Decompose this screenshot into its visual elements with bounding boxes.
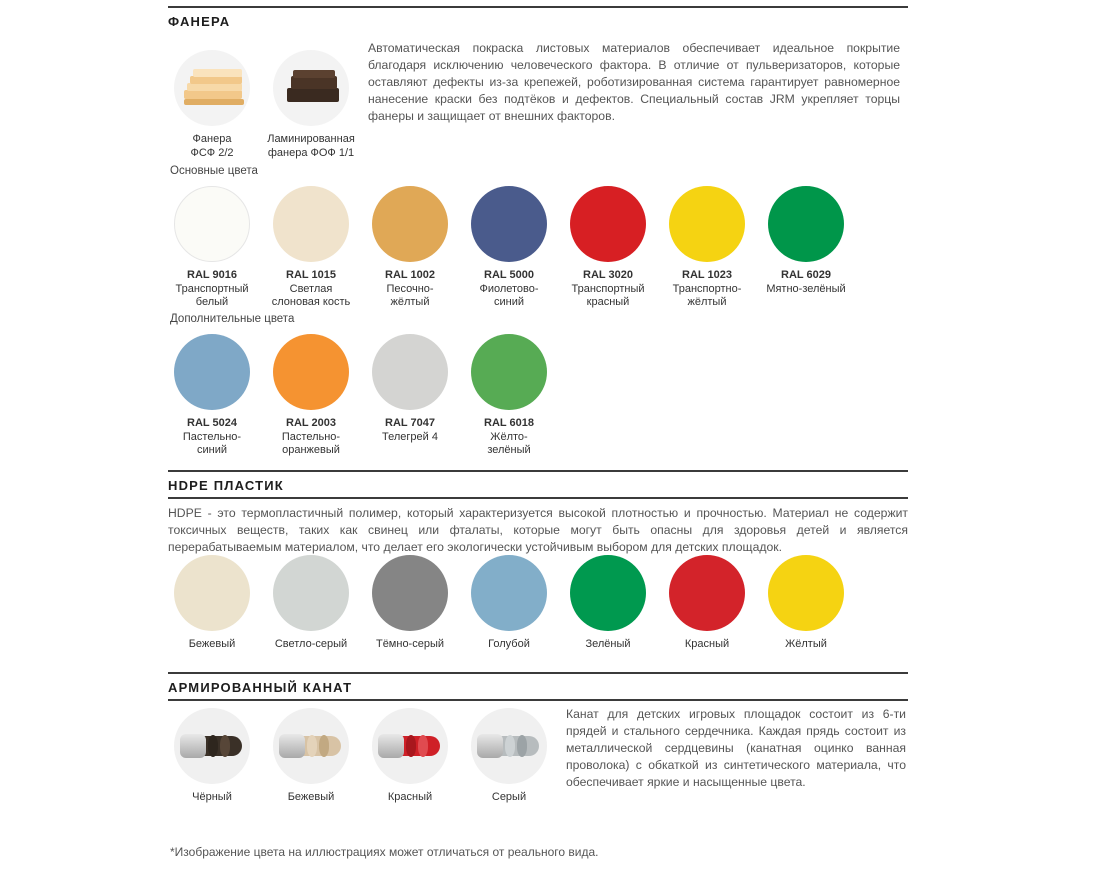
swatch-ral-6029[interactable] (756, 186, 856, 296)
plywood-fsf-image (174, 50, 250, 126)
swatch-caption: Бежевый (287, 791, 335, 803)
swatch-disc (174, 555, 250, 631)
swatch-disc (372, 186, 448, 262)
thumb-plywood-fof (261, 50, 361, 160)
swatch-disc (669, 555, 745, 631)
swatch-disc (570, 555, 646, 631)
swatch-disc (768, 555, 844, 631)
swatch-caption: Красный (387, 791, 433, 803)
swatch-rope-black[interactable] (162, 708, 262, 805)
swatch-ral-7047[interactable] (360, 334, 460, 444)
swatch-caption: Чёрный (192, 791, 232, 803)
swatch-ral-1002[interactable] (360, 186, 460, 310)
swatch-disc (669, 186, 745, 262)
section-header-hdpe (168, 470, 908, 493)
swatch-caption: RAL 1015 Светлая слоновая кость (271, 269, 351, 308)
rope-image (471, 708, 547, 784)
swatch-caption: RAL 6029 Мятно-зелёный (766, 269, 846, 295)
thumb-plywood-fof-caption: Ламинированная фанера ФОФ 1/1 (267, 133, 355, 159)
swatch-hdpe-beige[interactable] (162, 555, 262, 652)
swatch-disc (273, 334, 349, 410)
swatch-caption: Жёлтый (785, 638, 827, 650)
swatch-caption: RAL 1002 Песочно- жёлтый (385, 269, 435, 308)
swatch-disc (372, 555, 448, 631)
rope-description: Канат для детских игровых площадок состоит из 6-ти прядей и стального сердечника. Каждая прядь состоит из металлической сердцевины (канатная оцинко ванная проволока) с обкаткой из синтетического материала, что обеспечивает яркие и насыщенные цвета. (566, 707, 906, 789)
swatch-ral-3020[interactable] (558, 186, 658, 310)
swatch-hdpe-red[interactable] (657, 555, 757, 652)
swatch-ral-2003[interactable] (261, 334, 361, 458)
swatch-caption: RAL 6018 Жёлто- зелёный (484, 417, 534, 456)
swatch-caption: RAL 1023 Транспортно- жёлтый (672, 269, 742, 308)
swatch-hdpe-yellow[interactable] (756, 555, 856, 652)
swatch-caption: RAL 7047 Телегрей 4 (382, 417, 438, 443)
swatch-caption: Зелёный (585, 638, 631, 650)
swatch-disc (273, 186, 349, 262)
swatch-ral-1015[interactable] (261, 186, 361, 310)
rope-image (273, 708, 349, 784)
swatch-ral-1023[interactable] (657, 186, 757, 310)
swatch-caption: Красный (684, 638, 730, 650)
swatch-caption: RAL 5000 Фиолетово- синий (479, 269, 539, 308)
swatch-rope-beige[interactable] (261, 708, 361, 805)
section-title-rope: АРМИРОВАННЫЙ КАНАТ (168, 680, 353, 695)
swatch-caption: Светло-серый (274, 638, 348, 650)
swatch-disc (471, 186, 547, 262)
divider-hdpe (168, 497, 908, 499)
swatch-ral-6018[interactable] (459, 334, 559, 458)
swatch-caption: Тёмно-серый (375, 638, 445, 650)
swatch-disc (174, 186, 250, 262)
divider-rope (168, 699, 908, 701)
rope-image (174, 708, 250, 784)
swatch-caption: RAL 3020 Транспортный красный (571, 269, 645, 308)
swatch-disc (768, 186, 844, 262)
section-header-rope (168, 672, 908, 695)
swatch-hdpe-dark-gray[interactable] (360, 555, 460, 652)
section-title-plywood: ФАНЕРА (168, 14, 231, 29)
swatch-rope-red[interactable] (360, 708, 460, 805)
swatch-disc (570, 186, 646, 262)
swatch-caption: Бежевый (188, 638, 236, 650)
swatch-disc (372, 334, 448, 410)
swatch-ral-5000[interactable] (459, 186, 559, 310)
plywood-description: Автоматическая покраска листовых материалов обеспечивает идеальное покрытие благодаря исключению человеческого фактора. В отличие от пульверизаторов, которые оставляют дефекты из-за крепежей, роботизированная система гарантирует равномерное нанесение краски без подтёков и дефектов. Специальный состав JRM укрепляет торцы фанеры и защищает от внешних факторов. (368, 41, 900, 123)
swatch-ral-9016[interactable] (162, 186, 262, 310)
plywood-fof-image (273, 50, 349, 126)
swatch-caption: RAL 2003 Пастельно- оранжевый (281, 417, 341, 456)
section-title-hdpe: HDPE ПЛАСТИК (168, 478, 284, 493)
swatch-disc (471, 555, 547, 631)
swatch-hdpe-green[interactable] (558, 555, 658, 652)
swatch-caption: RAL 9016 Транспортный белый (175, 269, 249, 308)
swatch-rope-gray[interactable] (459, 708, 559, 805)
swatch-caption: Серый (491, 791, 527, 803)
plywood-main-colors-label: Основные цвета (170, 165, 258, 177)
thumb-plywood-fsf-caption: Фанера ФСФ 2/2 (190, 133, 234, 159)
swatch-caption: Голубой (488, 638, 530, 650)
rope-image (372, 708, 448, 784)
thumb-plywood-fsf (162, 50, 262, 160)
footnote: *Изображение цвета на иллюстрациях может отличаться от реального вида. (170, 845, 599, 859)
swatch-disc (174, 334, 250, 410)
swatch-hdpe-light-gray[interactable] (261, 555, 361, 652)
hdpe-description: HDPE - это термопластичный полимер, который характеризуется высокой плотностью и прочностью. Материал не содержит токсичных веществ, таких как свинец или фталаты, которые могут быть опасны для здоровья детей и является перерабатываемым материалом, что делает его экологически устойчивым выбором для детских площадок. (168, 506, 908, 554)
plywood-extra-colors-label: Дополнительные цвета (170, 313, 295, 325)
swatch-disc (273, 555, 349, 631)
swatch-ral-5024[interactable] (162, 334, 262, 458)
swatch-hdpe-blue[interactable] (459, 555, 559, 652)
section-header-plywood (168, 6, 908, 29)
swatch-caption: RAL 5024 Пастельно- синий (182, 417, 242, 456)
swatch-disc (471, 334, 547, 410)
